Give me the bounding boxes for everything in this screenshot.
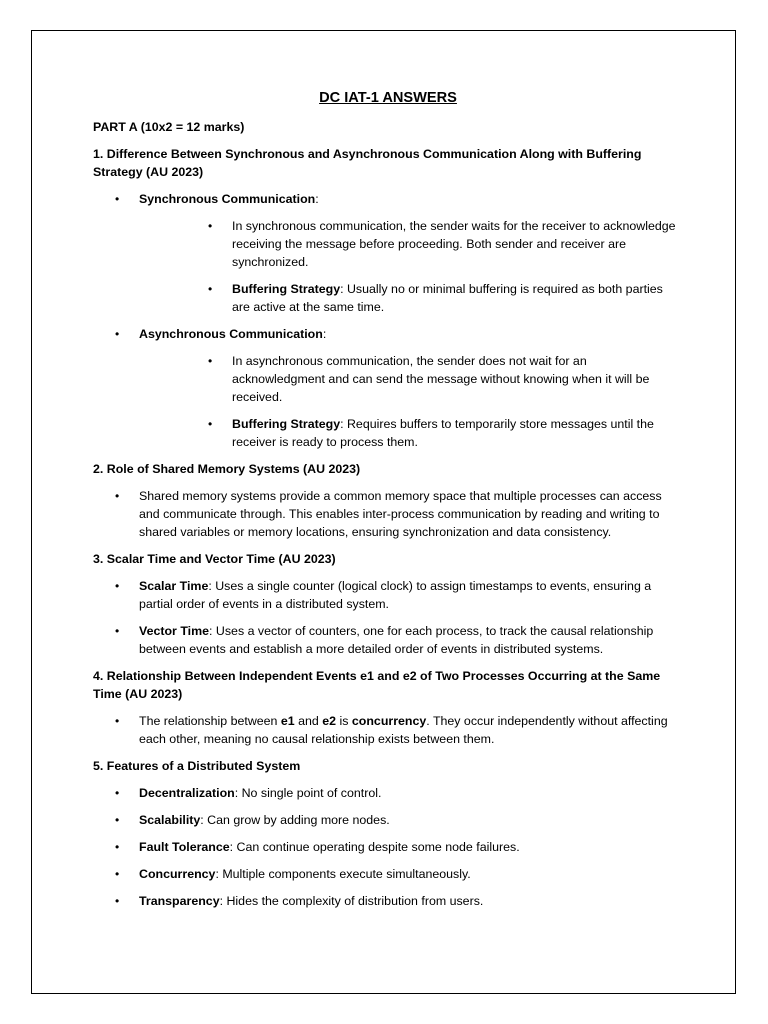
list-item <box>93 865 683 883</box>
feature-text: : No single point of control. <box>234 786 382 800</box>
q4-heading: 4. Relationship Between Independent Events e1 and e2 of Two Processes Occurring at the Same Time (AU 2023) <box>93 669 661 701</box>
list-item <box>93 784 683 802</box>
bullet-icon: • <box>115 714 120 728</box>
list-item <box>139 217 683 271</box>
bullet-icon: • <box>208 417 213 431</box>
bullet-icon: • <box>115 327 120 341</box>
async-label: Asynchronous Communication <box>139 327 323 341</box>
list-item <box>93 325 683 451</box>
bullet-icon: • <box>115 894 120 908</box>
bullet-icon: • <box>208 219 213 233</box>
q3-list <box>93 577 683 658</box>
concurrency-term: concurrency <box>351 714 427 728</box>
feature-label: Decentralization <box>139 786 235 800</box>
bullet-icon: • <box>115 192 120 206</box>
q4-text-4: . They occur independently without affecting each other, meaning no causal relationship exists between them. <box>139 714 668 746</box>
vector-text: : Uses a vector of counters, one for each process, to track the causal relationship between events and establish a more detailed order of events in distributed systems. <box>139 624 654 656</box>
async-buffer-text: : Requires buffers to temporarily store messages until the receiver is ready to process them. <box>232 417 654 449</box>
bullet-icon: • <box>115 840 120 854</box>
q4-text-1: The relationship between <box>139 714 281 728</box>
list-item <box>93 892 683 910</box>
feature-label: Transparency <box>139 894 220 908</box>
colon: : <box>322 327 327 341</box>
list-item <box>139 415 683 451</box>
sync-label: Synchronous Communication <box>139 192 316 206</box>
bullet-icon: • <box>115 579 120 593</box>
bullet-icon: • <box>208 282 213 296</box>
async-buffer-label: Buffering Strategy <box>232 417 341 431</box>
list-item <box>93 811 683 829</box>
q2-list <box>93 487 683 541</box>
page-title: DC IAT-1 ANSWERS <box>319 90 457 106</box>
q5-list <box>93 784 683 910</box>
sync-sublist <box>139 217 683 316</box>
sync-desc: In synchronous communication, the sender waits for the receiver to acknowledge receiving the message before proceeding. Both sender and receiver are synchronized. <box>232 219 676 269</box>
feature-text: : Hides the complexity of distribution from users. <box>219 894 484 908</box>
q2-heading: 2. Role of Shared Memory Systems (AU 2023) <box>93 462 361 476</box>
sync-buffer-text: : Usually no or minimal buffering is required as both parties are active at the same time. <box>232 282 663 314</box>
part-heading: PART A (10x2 = 12 marks) <box>93 120 245 134</box>
q4-text-3: is <box>336 714 352 728</box>
document-body <box>93 88 683 919</box>
feature-label: Fault Tolerance <box>139 840 230 854</box>
async-sublist <box>139 352 683 451</box>
bullet-icon: • <box>115 786 120 800</box>
q1-heading: 1. Difference Between Synchronous and Asynchronous Communication Along with Buffering Strategy (AU 2023) <box>93 147 642 179</box>
list-item <box>93 577 683 613</box>
q3-heading: 3. Scalar Time and Vector Time (AU 2023) <box>93 552 336 566</box>
async-desc: In asynchronous communication, the sender does not wait for an acknowledgment and can send the message without knowing when it will be received. <box>232 354 650 404</box>
colon: : <box>315 192 319 206</box>
bullet-icon: • <box>115 813 120 827</box>
q2-text: Shared memory systems provide a common memory space that multiple processes can access and communicate through. This enables inter-process communication by reading and writing to shared variables or memory locations, ensuring synchronization and data consistency. <box>139 489 662 539</box>
bullet-icon: • <box>115 624 120 638</box>
list-item <box>139 352 683 406</box>
feature-text: : Can grow by adding more nodes. <box>200 813 390 827</box>
q4-text-2: and <box>294 714 323 728</box>
list-item <box>93 190 683 316</box>
bullet-icon: • <box>115 867 120 881</box>
list-item <box>93 487 683 541</box>
bullet-icon: • <box>208 354 213 368</box>
feature-text: : Can continue operating despite some node failures. <box>229 840 520 854</box>
e2-term: e2 <box>322 714 337 728</box>
list-item <box>93 622 683 658</box>
feature-label: Scalability <box>139 813 201 827</box>
list-item <box>93 712 683 748</box>
q1-list <box>93 190 683 451</box>
q5-heading: 5. Features of a Distributed System <box>93 759 301 773</box>
feature-label: Concurrency <box>139 867 216 881</box>
bullet-icon: • <box>115 489 120 503</box>
sync-buffer-label: Buffering Strategy <box>232 282 341 296</box>
list-item <box>93 838 683 856</box>
scalar-label: Scalar Time <box>139 579 209 593</box>
e1-term: e1 <box>280 714 295 728</box>
feature-text: : Multiple components execute simultaneously. <box>215 867 471 881</box>
scalar-text: : Uses a single counter (logical clock) to assign timestamps to events, ensuring a partial order of events in a distributed system. <box>139 579 652 611</box>
q4-list <box>93 712 683 748</box>
list-item <box>139 280 683 316</box>
vector-label: Vector Time <box>139 624 210 638</box>
